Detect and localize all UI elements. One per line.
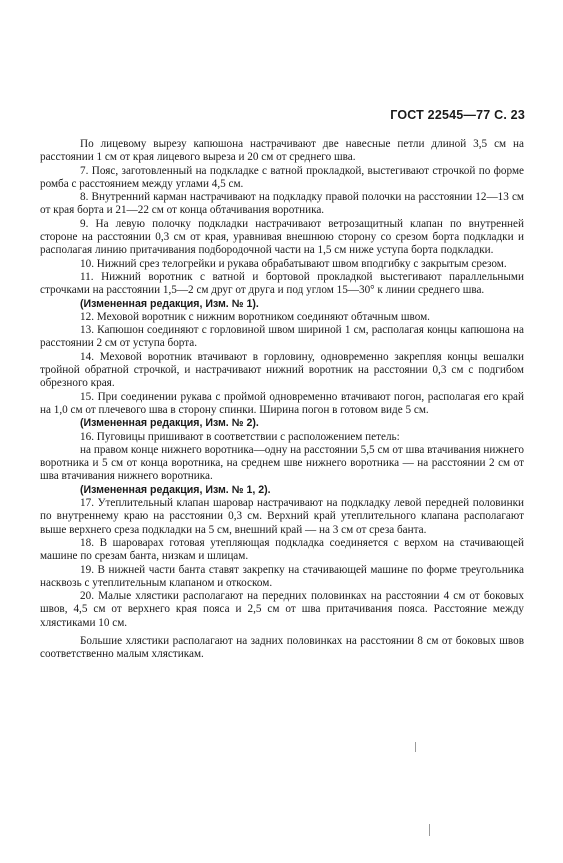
scan-mark — [415, 742, 416, 752]
paragraph-13: 13. Капюшон соединяют с горловиной швом шириной 1 см, располагая концы капюшона на расстоянии 2 см от уступа борта. — [40, 324, 524, 350]
paragraph-16-detail: на правом конце нижнего воротника—одну на расстоянии 5,5 см от шва втачивания нижнего воротника и 5 см от конца воротника, на среднем шве нижнего воротника — на расстоянии 2 см от шва втачивания нижнего воротника. — [40, 443, 524, 483]
paragraph-hood-loops: По лицевому вырезу капюшона настрачивают две навесные петли длиной 3,5 см на расстоянии 1 см от края лицевого выреза и 20 см от среднего шва. — [40, 138, 524, 164]
page-header: ГОСТ 22545—77 С. 23 — [390, 108, 525, 122]
scan-mark — [429, 824, 430, 836]
paragraph-9: 9. На левую полочку подкладки настрачивают ветрозащитный клапан по внутренней стороне на расстоянии 0,3 см от края, уравнивая внешнюю сторону со срезом борта подкладки и располагая линию притачивания подбородочной части на 1,5 см ниже уступа борта подкладки. — [40, 217, 524, 257]
paragraph-8: 8. Внутренний карман настрачивают на подкладку правой полочки на расстоянии 12—13 см от края борта и 21—22 см от конца обтачивания воротника. — [40, 191, 524, 217]
paragraph-15: 15. При соединении рукава с проймой одновременно втачивают погон, располагая его край на 1,0 см от плечевого шва в сторону спинки. Ширина погон в готовом виде 5 см. — [40, 390, 524, 416]
paragraph-12: 12. Меховой воротник с нижним воротником соединяют обтачным швом. — [80, 310, 430, 323]
amendment-note-2: (Измененная редакция, Изм. № 2). — [80, 417, 259, 430]
paragraph-18: 18. В шароварах готовая утепляющая подкладка соединяется с верхом на стачивающей машине по срезам банта, низкам и шлицам. — [40, 536, 524, 563]
paragraph-16: 16. Пуговицы пришивают в соответствии с расположением петель: — [80, 430, 400, 443]
amendment-note-1: (Измененная редакция, Изм. № 1). — [80, 297, 259, 310]
paragraph-large-tabs: Большие хлястики располагают на задних половинках на расстоянии 8 см от боковых швов соответственно малым хлястикам. — [40, 634, 524, 661]
paragraph-17: 17. Утеплительный клапан шаровар настрачивают на подкладку левой передней половинки по внутреннему краю на расстоянии 0,3 см. Верхний край утеплительного клапана располагают выше верхнего среза подкладки на 5 см, внешний край — на 3 см от среза банта. — [40, 497, 524, 536]
document-body — [40, 138, 524, 662]
paragraph-20: 20. Малые хлястики располагают на передних половинках на расстоянии 4 см от боковых швов, 4,5 см от верхнего края пояса и 2,5 см от шва притачивания пояса. Расстояние между хлястиками 10 см. — [40, 590, 524, 629]
paragraph-10: 10. Нижний срез телогрейки и рукава обрабатывают швом вподгибку с закрытым срезом. — [80, 257, 507, 270]
paragraph-14: 14. Меховой воротник втачивают в горловину, одновременно закрепляя концы вешалки тройной обратной строчкой, и настрачивают нижний воротник на расстоянии 0,3 см с подгибом обрезного края. — [40, 350, 524, 390]
paragraph-7: 7. Пояс, заготовленный на подкладке с ватной прокладкой, выстегивают строчкой по форме ромба с расстоянием между углами 4,5 см. — [40, 164, 524, 190]
paragraph-11: 11. Нижний воротник с ватной и бортовой прокладкой выстегивают параллельными строчками на расстоянии 1,5—2 см друг от друга и под углом 15—30° к линии среднего шва. — [40, 270, 524, 297]
amendment-note-3: (Измененная редакция, Изм. № 1, 2). — [80, 483, 271, 496]
paragraph-19: 19. В нижней части банта ставят закрепку на стачивающей машине по форме треугольника насквозь с утеплительным клапаном и откоском. — [40, 563, 524, 589]
